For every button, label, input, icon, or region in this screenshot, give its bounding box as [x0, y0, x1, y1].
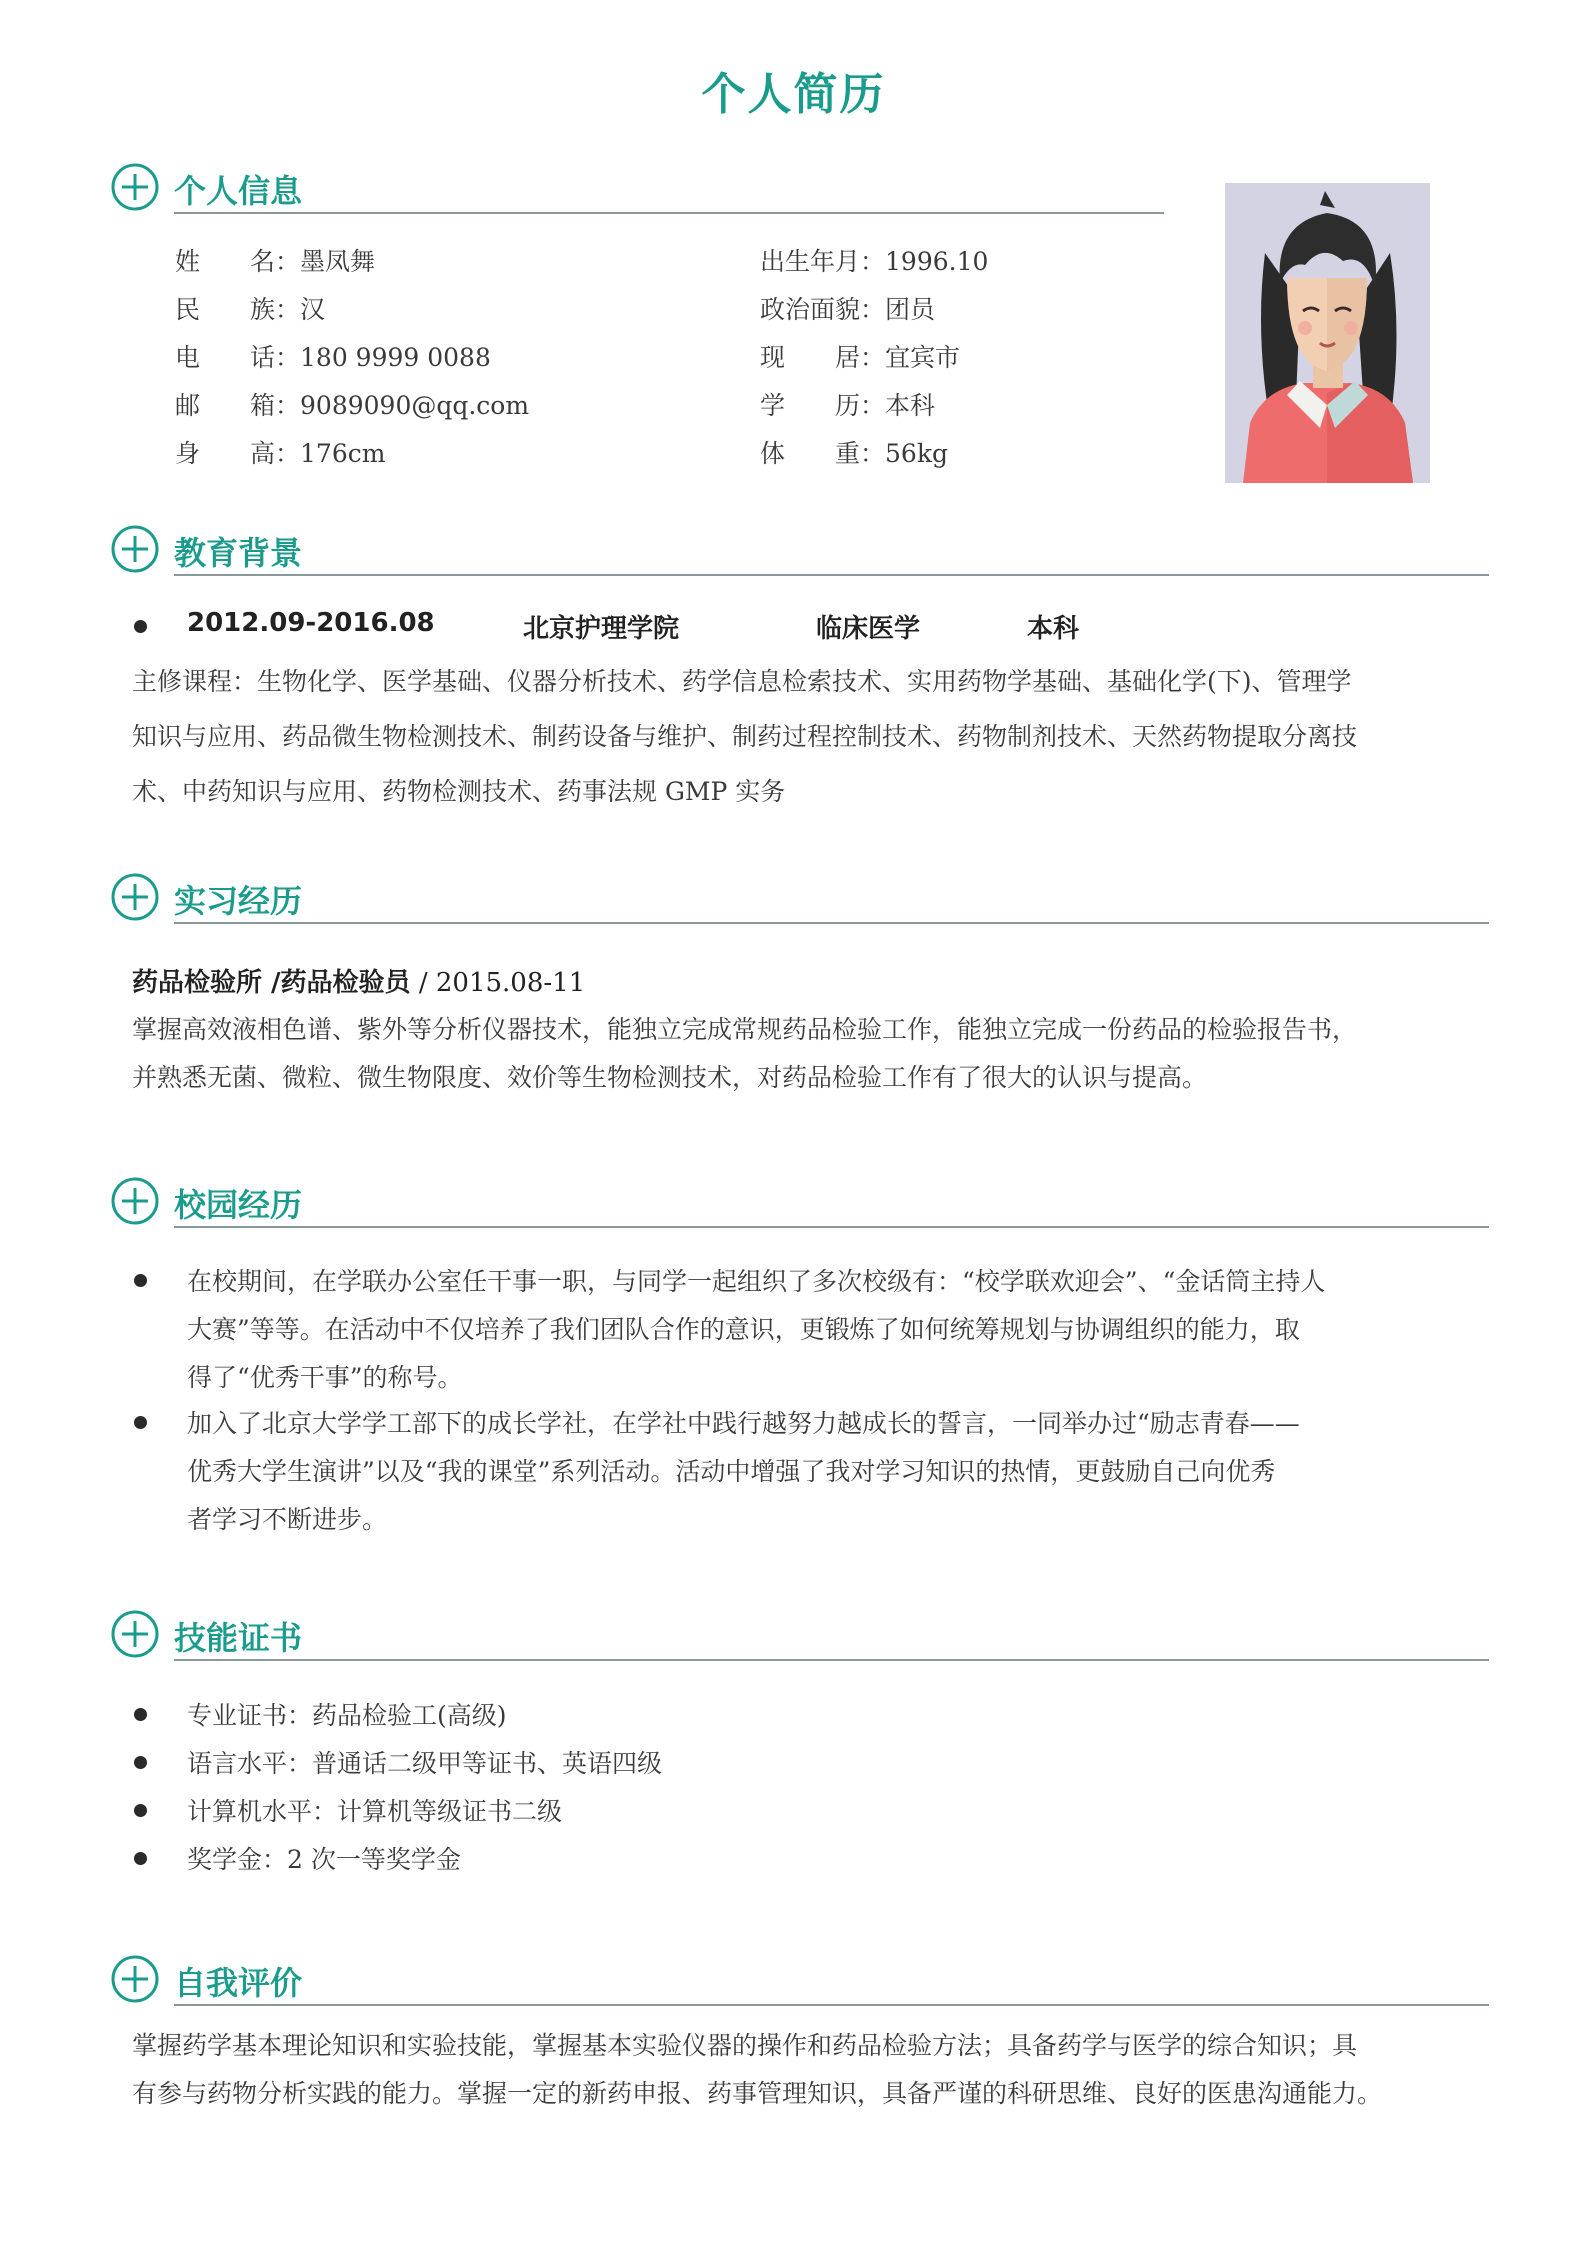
- campus-line: 加入了北京大学学工部下的成长学社，在学社中践行越努力越成长的誓言，一同举办过“励志青春——: [187, 1409, 1300, 1438]
- plus-circle-icon: [110, 1609, 160, 1659]
- info-row: [760, 242, 988, 278]
- campus-line: 在校期间，在学联办公室任干事一职，与同学一起组织了多次校级有：“校学联欢迎会”、“金话筒主持人: [187, 1267, 1326, 1296]
- page-title: 个人简历: [701, 69, 886, 120]
- section-divider: [174, 212, 1164, 214]
- section-divider: [174, 574, 1489, 576]
- info-label: 身 高：: [175, 439, 301, 468]
- info-label: 体 重：: [760, 439, 886, 468]
- info-row: [760, 290, 935, 326]
- info-label: 现 居：: [760, 343, 886, 372]
- bullet-icon: [134, 1708, 147, 1721]
- campus-line: 得了“优秀干事”的称号。: [187, 1363, 463, 1392]
- internship-line: 并熟悉无菌、微粒、微生物限度、效价等生物检测技术，对药品检验工作有了很大的认识与提高。: [132, 1063, 1208, 1092]
- info-value: 宜宾市: [885, 343, 961, 372]
- section-title: 实习经历: [174, 882, 303, 920]
- section-divider: [174, 922, 1489, 924]
- info-label: 邮 箱：: [175, 391, 301, 420]
- education-degree: 本科: [1027, 614, 1080, 644]
- plus-circle-icon: [110, 524, 160, 574]
- bullet-icon: [134, 1804, 147, 1817]
- info-value: 汉: [300, 295, 326, 324]
- info-label: 电 话：: [175, 343, 301, 372]
- profile-photo: [1225, 183, 1430, 483]
- education-major: 临床医学: [816, 614, 921, 644]
- info-value: 9089090@qq.com: [300, 391, 530, 420]
- internship-heading: [132, 962, 585, 999]
- info-label: 学 历：: [760, 391, 886, 420]
- internship-line: 掌握高效液相色谱、紫外等分析仪器技术，能独立完成常规药品检验工作，能独立完成一份药品的检验报告书，: [132, 1015, 1358, 1044]
- internship-date: 2015.08-11: [435, 968, 586, 998]
- bullet-icon: [134, 1852, 147, 1865]
- skill-item: 奖学金：2 次一等奖学金: [187, 1845, 461, 1874]
- section-divider: [174, 1226, 1489, 1228]
- section-divider: [174, 1659, 1489, 1661]
- self-line: 掌握药学基本理论知识和实验技能，掌握基本实验仪器的操作和药品检验方法；具备药学与医学的综合知识；具: [132, 2031, 1358, 2060]
- info-row: [175, 290, 325, 326]
- skill-item: 计算机水平：计算机等级证书二级: [187, 1797, 563, 1826]
- campus-line: 大赛”等等。在活动中不仅培养了我们团队合作的意识，更锻炼了如何统筹规划与协调组织的能力，取: [187, 1315, 1300, 1344]
- info-row: [175, 338, 491, 374]
- info-value: 墨凤舞: [300, 247, 376, 276]
- section-title: 个人信息: [174, 172, 303, 210]
- info-value: 1996.10: [885, 247, 989, 276]
- course-line: 知识与应用、药品微生物检测技术、制药设备与维护、制药过程控制技术、药物制剂技术、天然药物提取分离技: [132, 722, 1358, 751]
- bullet-icon: [134, 1274, 147, 1287]
- section-title: 自我评价: [174, 1964, 303, 2002]
- campus-line: 优秀大学生演讲”以及“我的课堂”系列活动。活动中增强了我对学习知识的热情，更鼓励自己向优秀: [187, 1457, 1276, 1486]
- info-row: [175, 434, 385, 470]
- bullet-icon: [134, 1756, 147, 1769]
- section-title: 教育背景: [174, 534, 303, 572]
- education-period: 2012.09-2016.08: [187, 608, 435, 638]
- info-row: [760, 386, 935, 422]
- info-value: 团员: [885, 295, 936, 324]
- bullet-icon: [134, 1416, 147, 1429]
- info-row: [760, 434, 948, 470]
- info-row: [760, 338, 960, 374]
- info-label: 姓 名：: [175, 247, 301, 276]
- self-line: 有参与药物分析实践的能力。掌握一定的新药申报、药事管理知识，具备严谨的科研思维、良好的医患沟通能力。: [132, 2079, 1383, 2108]
- education-school: 北京护理学院: [523, 614, 680, 644]
- section-divider: [174, 2004, 1489, 2006]
- internship-separator: /: [410, 968, 436, 998]
- campus-line: 者学习不断进步。: [187, 1505, 388, 1534]
- info-value: 本科: [885, 391, 936, 420]
- course-line: 主修课程：生物化学、医学基础、仪器分析技术、药学信息检索技术、实用药物学基础、基础化学(下)、管理学: [132, 667, 1352, 696]
- internship-role: 药品检验所 /药品检验员: [132, 968, 411, 998]
- section-title: 技能证书: [174, 1619, 303, 1657]
- bullet-icon: [134, 620, 147, 633]
- info-label: 民 族：: [175, 295, 301, 324]
- info-row: [175, 386, 529, 422]
- course-line: 术、中药知识与应用、药物检测技术、药事法规 GMP 实务: [132, 777, 786, 806]
- info-value: 56kg: [885, 439, 948, 468]
- plus-circle-icon: [110, 1954, 160, 2004]
- info-label: 出生年月：: [760, 247, 886, 276]
- skill-item: 语言水平：普通话二级甲等证书、英语四级: [187, 1749, 663, 1778]
- skill-item: 专业证书：药品检验工(高级): [187, 1701, 507, 1730]
- info-value: 180 9999 0088: [300, 343, 491, 372]
- section-title: 校园经历: [174, 1186, 303, 1224]
- plus-circle-icon: [110, 872, 160, 922]
- plus-circle-icon: [110, 162, 160, 212]
- info-row: [175, 242, 375, 278]
- plus-circle-icon: [110, 1176, 160, 1226]
- info-label: 政治面貌：: [760, 295, 886, 324]
- info-value: 176cm: [300, 439, 386, 468]
